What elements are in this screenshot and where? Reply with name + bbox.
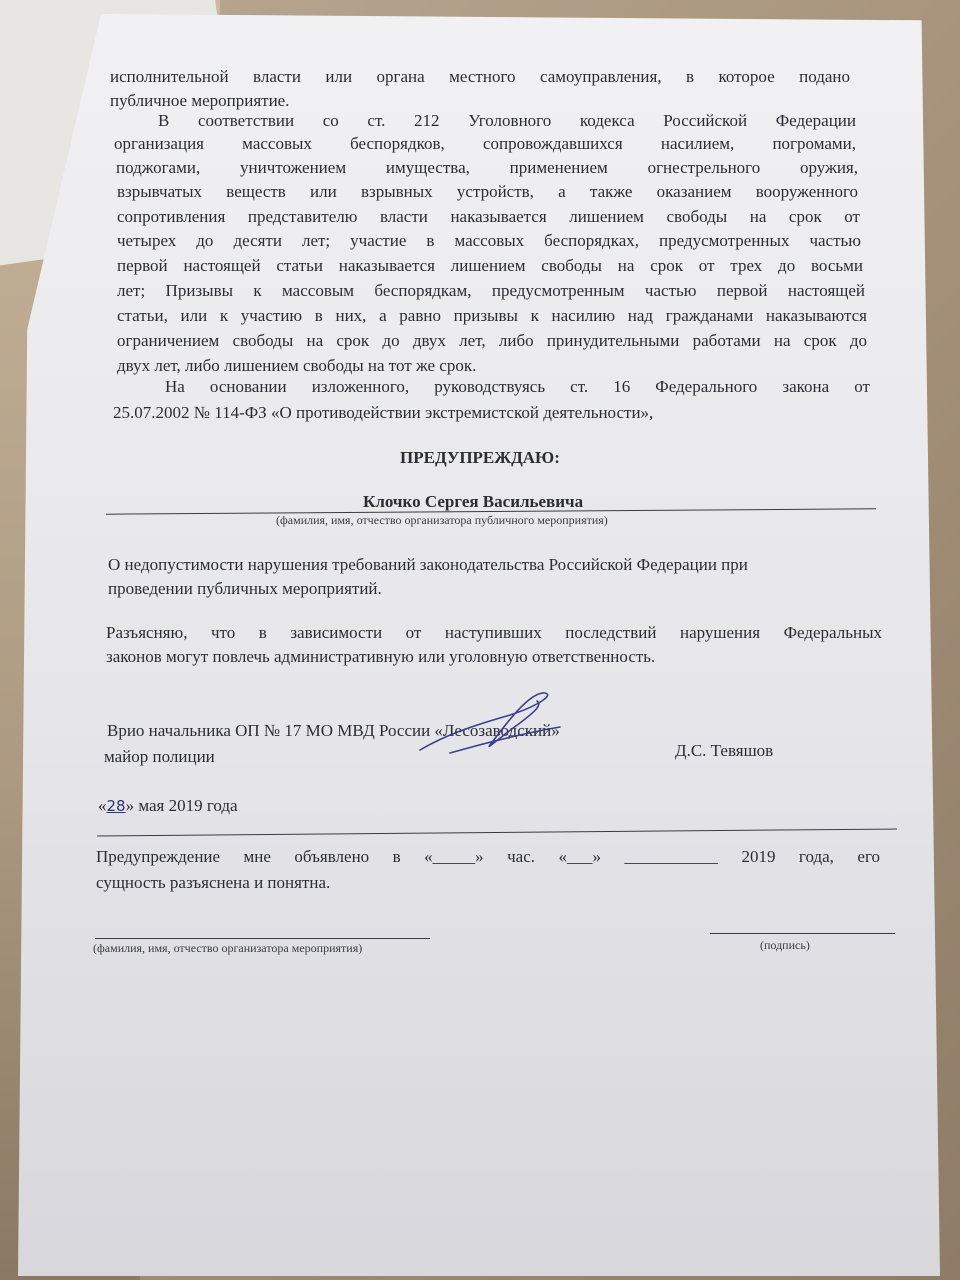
paragraph-5-line-2: законов могут повлечь административную или уголовную ответственность. bbox=[106, 647, 656, 666]
organizer-signature-line bbox=[710, 933, 895, 934]
date-rest: » мая 2019 года bbox=[125, 796, 238, 815]
paragraph-2-line-5: сопротивления представителю власти наказывается лишением свободы на срок от bbox=[117, 207, 860, 226]
date-open-quote: « bbox=[98, 796, 107, 815]
paragraph-4-line-2: проведении публичных мероприятий. bbox=[108, 579, 382, 598]
organizer-name-caption: (фамилия, имя, отчество организатора публичного мероприятия) bbox=[276, 513, 608, 527]
paragraph-2-line-6: четырех до десяти лет; участие в массовых беспорядках, предусмотренных частью bbox=[117, 231, 861, 250]
paragraph-2-line-8: лет; Призывы к массовым беспорядкам, предусмотренным частью первой настоящей bbox=[117, 281, 865, 300]
paragraph-2-line-7: первой настоящей статьи наказывается лишением свободы на срок от трех до восьми bbox=[117, 256, 863, 275]
date-line bbox=[98, 795, 238, 817]
paragraph-1-line-1: исполнительной власти или органа местного самоуправления, в которое подано bbox=[110, 67, 850, 86]
organizer-fio-caption: (фамилия, имя, отчество организатора мероприятия) bbox=[93, 941, 363, 955]
signer-position: Врио начальника ОП № 17 МО МВД России «Лесозаводский» bbox=[107, 721, 560, 740]
paragraph-2-line-2: организация массовых беспорядков, сопровождавшихся насилием, погромами, bbox=[114, 134, 856, 153]
paragraph-2-line-1: В соответствии со ст. 212 Уголовного кодекса Российской Федерации bbox=[158, 111, 856, 130]
paragraph-5-line-1: Разъясняю, что в зависимости от наступивших последствий нарушения Федеральных bbox=[106, 623, 882, 642]
paragraph-2-line-9: статьи, или к участию в них, а равно призывы к насилию над гражданами наказываются bbox=[117, 306, 867, 325]
signer-name: Д.С. Тевяшов bbox=[675, 741, 774, 760]
signature-caption: (подпись) bbox=[760, 938, 810, 952]
paragraph-2-line-4: взрывчатых веществ или взрывных устройств, а также оказанием вооруженного bbox=[117, 182, 858, 201]
paragraph-3-line-1: На основании изложенного, руководствуясь ст. 16 Федерального закона от bbox=[165, 377, 870, 396]
paragraph-2-line-10: ограничением свободы на срок до двух лет, либо принудительными работами на срок до bbox=[117, 331, 867, 350]
handwritten-signature bbox=[415, 685, 565, 765]
organizer-name: Клочко Сергея Васильевича bbox=[363, 492, 584, 511]
notice-line-1: Предупреждение мне объявлено в «_____» час. «___» ___________ 2019 года, его bbox=[96, 847, 880, 866]
signer-rank: майор полиции bbox=[104, 747, 215, 766]
paragraph-2-line-11: двух лет, либо лишением свободы на тот же срок. bbox=[117, 356, 477, 375]
organizer-fio-line bbox=[95, 938, 430, 939]
paragraph-3-line-2: 25.07.2002 № 114-ФЗ «О противодействии экстремистской деятельности», bbox=[113, 403, 654, 422]
notice-line-2: сущность разъяснена и понятна. bbox=[96, 873, 331, 892]
paragraph-1-line-2: публичное мероприятие. bbox=[110, 91, 290, 110]
paragraph-4-line-1: О недопустимости нарушения требований законодательства Российской Федерации при bbox=[108, 555, 748, 574]
date-day-handwritten: 28 bbox=[106, 797, 126, 815]
warning-heading: ПРЕДУПРЕЖДАЮ: bbox=[400, 448, 560, 467]
paragraph-2-line-3: поджогами, уничтожением имущества, применением огнестрельного оружия, bbox=[116, 158, 858, 177]
document-sheet bbox=[18, 14, 940, 1276]
